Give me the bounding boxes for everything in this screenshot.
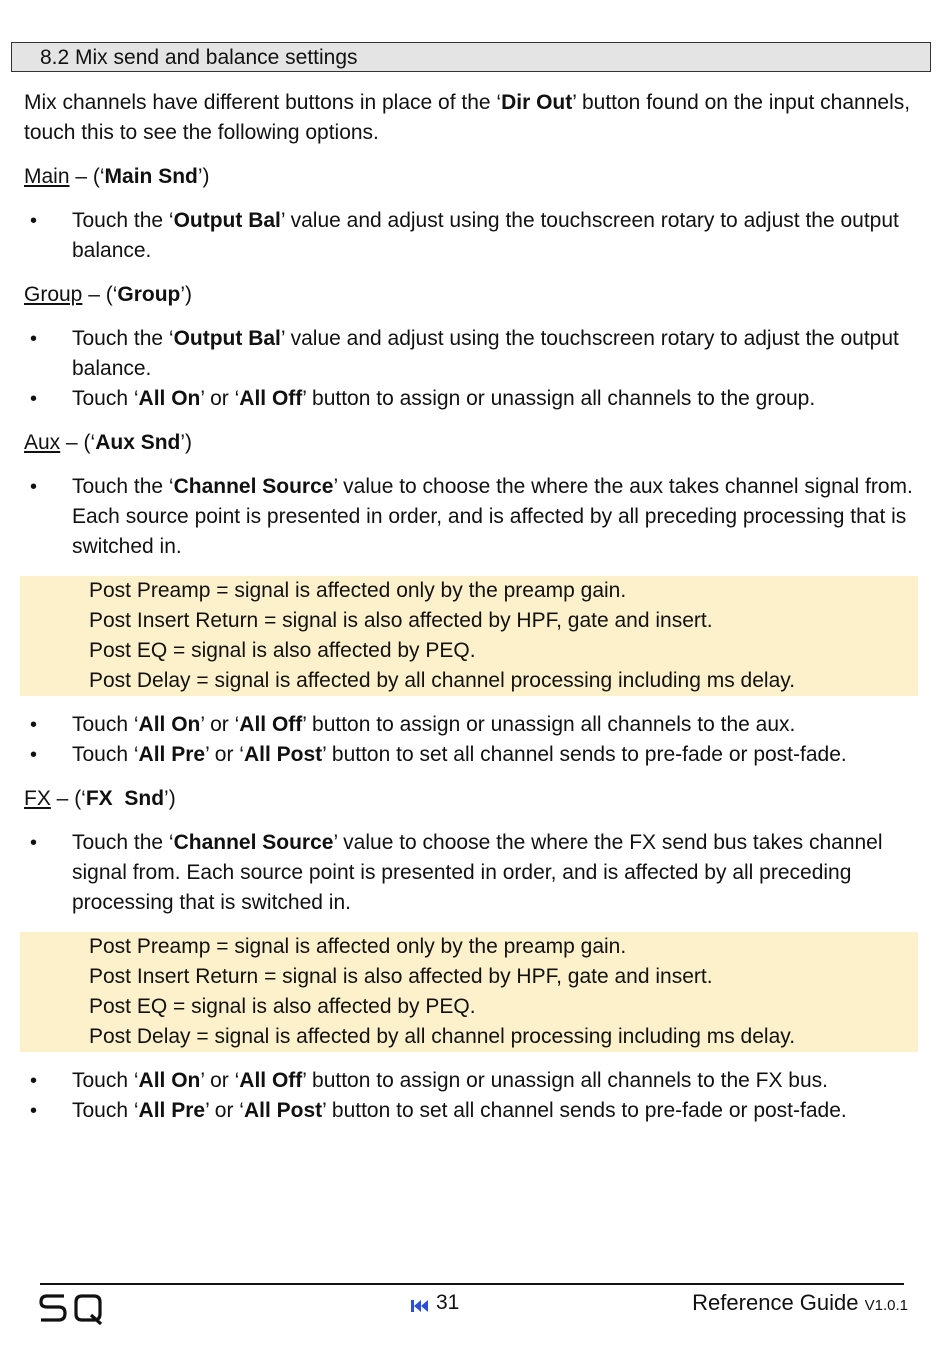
sq-logo <box>38 1293 104 1325</box>
fx-bullets <box>24 828 914 918</box>
note-line: Post Preamp = signal is affected only by the preamp gain. <box>89 935 627 958</box>
fx-bullets-2 <box>24 1066 914 1126</box>
aux-source-note <box>20 576 918 696</box>
main-bullets <box>24 206 914 266</box>
bullet-bold: Channel Source <box>173 831 334 854</box>
note-line: Post Insert Return = signal is also affected by HPF, gate and insert. <box>89 965 713 988</box>
bullet-text: ’ button to assign or unassign all channels to the FX bus. <box>302 1069 829 1092</box>
bullet-text: Touch the ‘ <box>72 831 174 854</box>
bullet-bold: All Post <box>243 743 323 766</box>
bullet-text: Touch ‘ <box>72 387 139 410</box>
note-line: Post Delay = signal is affected by all channel processing including ms delay. <box>89 669 796 692</box>
bullet-bold: All Off <box>239 1069 303 1092</box>
intro-text-end: ’ button found on the input channels, touch this to see the following options. <box>24 91 911 144</box>
guide-label <box>692 1290 908 1319</box>
bullet-text: ’ button to set all channel sends to pre-fade or post-fade. <box>322 743 847 766</box>
intro-paragraph <box>24 88 914 148</box>
bullet-bold: All Pre <box>138 743 206 766</box>
note-line: Post EQ = signal is also affected by PEQ. <box>89 639 476 662</box>
bullet-text: Touch ‘ <box>72 713 139 736</box>
guide-title: Reference Guide <box>692 1290 859 1315</box>
footer-divider <box>40 1283 904 1285</box>
main-heading-bold: Main Snd <box>104 165 198 188</box>
list-item <box>24 384 914 414</box>
guide-version: V1.0.1 <box>864 1297 908 1314</box>
note-line: Post Insert Return = signal is also affected by HPF, gate and insert. <box>89 609 713 632</box>
skip-back-icon <box>410 1295 430 1311</box>
list-item <box>24 206 914 266</box>
heading-close: ’) <box>164 787 176 810</box>
heading-sep: – (‘ <box>69 165 105 188</box>
heading-close: ’) <box>197 165 210 188</box>
page-number-link[interactable] <box>410 1290 459 1316</box>
bullet-text: ’ value and adjust using the touchscreen rotary to adjust the output balance. <box>72 209 899 262</box>
heading-sep: – (‘ <box>60 431 96 454</box>
bullet-text: ’ or ‘ <box>200 387 240 410</box>
bullet-text: ’ button to assign or unassign all channels to the group. <box>302 387 816 410</box>
note-line: Post Delay = signal is affected by all channel processing including ms delay. <box>89 1025 796 1048</box>
bullet-bold: All On <box>138 1069 201 1092</box>
page-number: 31 <box>436 1291 460 1314</box>
bullet-bold: Output Bal <box>173 209 281 232</box>
list-item <box>24 1096 914 1126</box>
bullet-text: ’ or ‘ <box>200 713 240 736</box>
list-item <box>24 1066 914 1096</box>
main-heading <box>24 162 914 192</box>
bullet-bold: All On <box>138 387 201 410</box>
page-content <box>24 88 914 1140</box>
intro-bold: Dir Out <box>501 91 573 114</box>
heading-close: ’) <box>180 431 193 454</box>
group-heading-label: Group <box>24 283 83 306</box>
main-heading-label: Main <box>24 165 70 188</box>
heading-sep: – (‘ <box>50 787 86 810</box>
bullet-text: ’ value to choose the where the aux takes channel signal from. Each source point is presented in order, and is affected by all preceding processing that is switched in. <box>72 475 913 558</box>
aux-bullets-2 <box>24 710 914 770</box>
heading-close: ’) <box>180 283 193 306</box>
aux-heading-label: Aux <box>24 431 61 454</box>
bullet-text: Touch ‘ <box>72 743 139 766</box>
bullet-bold: All Off <box>239 387 303 410</box>
list-item <box>24 740 914 770</box>
bullet-text: ’ or ‘ <box>205 1099 244 1122</box>
bullet-text: Touch ‘ <box>72 1069 139 1092</box>
list-item <box>24 324 914 384</box>
bullet-text: ’ value to choose the where the FX send bus takes channel signal from. Each source point is presented in order, and is affected by all preceding processing that is switched in. <box>72 831 883 914</box>
aux-heading-bold: Aux Snd <box>95 431 181 454</box>
intro-text: Mix channels have different buttons in place of the ‘ <box>24 91 502 114</box>
bullet-bold: All Off <box>239 713 303 736</box>
aux-bullets <box>24 472 914 562</box>
bullet-text: Touch the ‘ <box>72 475 174 498</box>
bullet-text: ’ button to set all channel sends to pre-fade or post-fade. <box>322 1099 847 1122</box>
fx-heading-bold: FX Snd <box>85 787 165 810</box>
list-item <box>24 710 914 740</box>
bullet-bold: All On <box>138 713 201 736</box>
group-heading <box>24 280 914 310</box>
bullet-text: ’ button to assign or unassign all channels to the aux. <box>302 713 796 736</box>
note-line: Post EQ = signal is also affected by PEQ. <box>89 995 476 1018</box>
group-bullets <box>24 324 914 414</box>
bullet-text: ’ or ‘ <box>200 1069 240 1092</box>
fx-source-note <box>20 932 918 1052</box>
bullet-bold: Channel Source <box>173 475 334 498</box>
heading-sep: – (‘ <box>82 283 118 306</box>
bullet-text: Touch ‘ <box>72 1099 139 1122</box>
bullet-bold: Output Bal <box>173 327 281 350</box>
bullet-text: Touch the ‘ <box>72 209 174 232</box>
bullet-bold: All Post <box>243 1099 323 1122</box>
fx-heading <box>24 784 914 814</box>
list-item <box>24 472 914 562</box>
bullet-text: Touch the ‘ <box>72 327 174 350</box>
bullet-bold: All Pre <box>138 1099 206 1122</box>
note-line: Post Preamp = signal is affected only by the preamp gain. <box>89 579 627 602</box>
aux-heading <box>24 428 914 458</box>
fx-heading-label: FX <box>24 787 51 810</box>
group-heading-bold: Group <box>117 283 181 306</box>
section-title: 8.2 Mix send and balance settings <box>11 42 931 72</box>
list-item <box>24 828 914 918</box>
bullet-text: ’ value and adjust using the touchscreen rotary to adjust the output balance. <box>72 327 899 380</box>
bullet-text: ’ or ‘ <box>205 743 244 766</box>
